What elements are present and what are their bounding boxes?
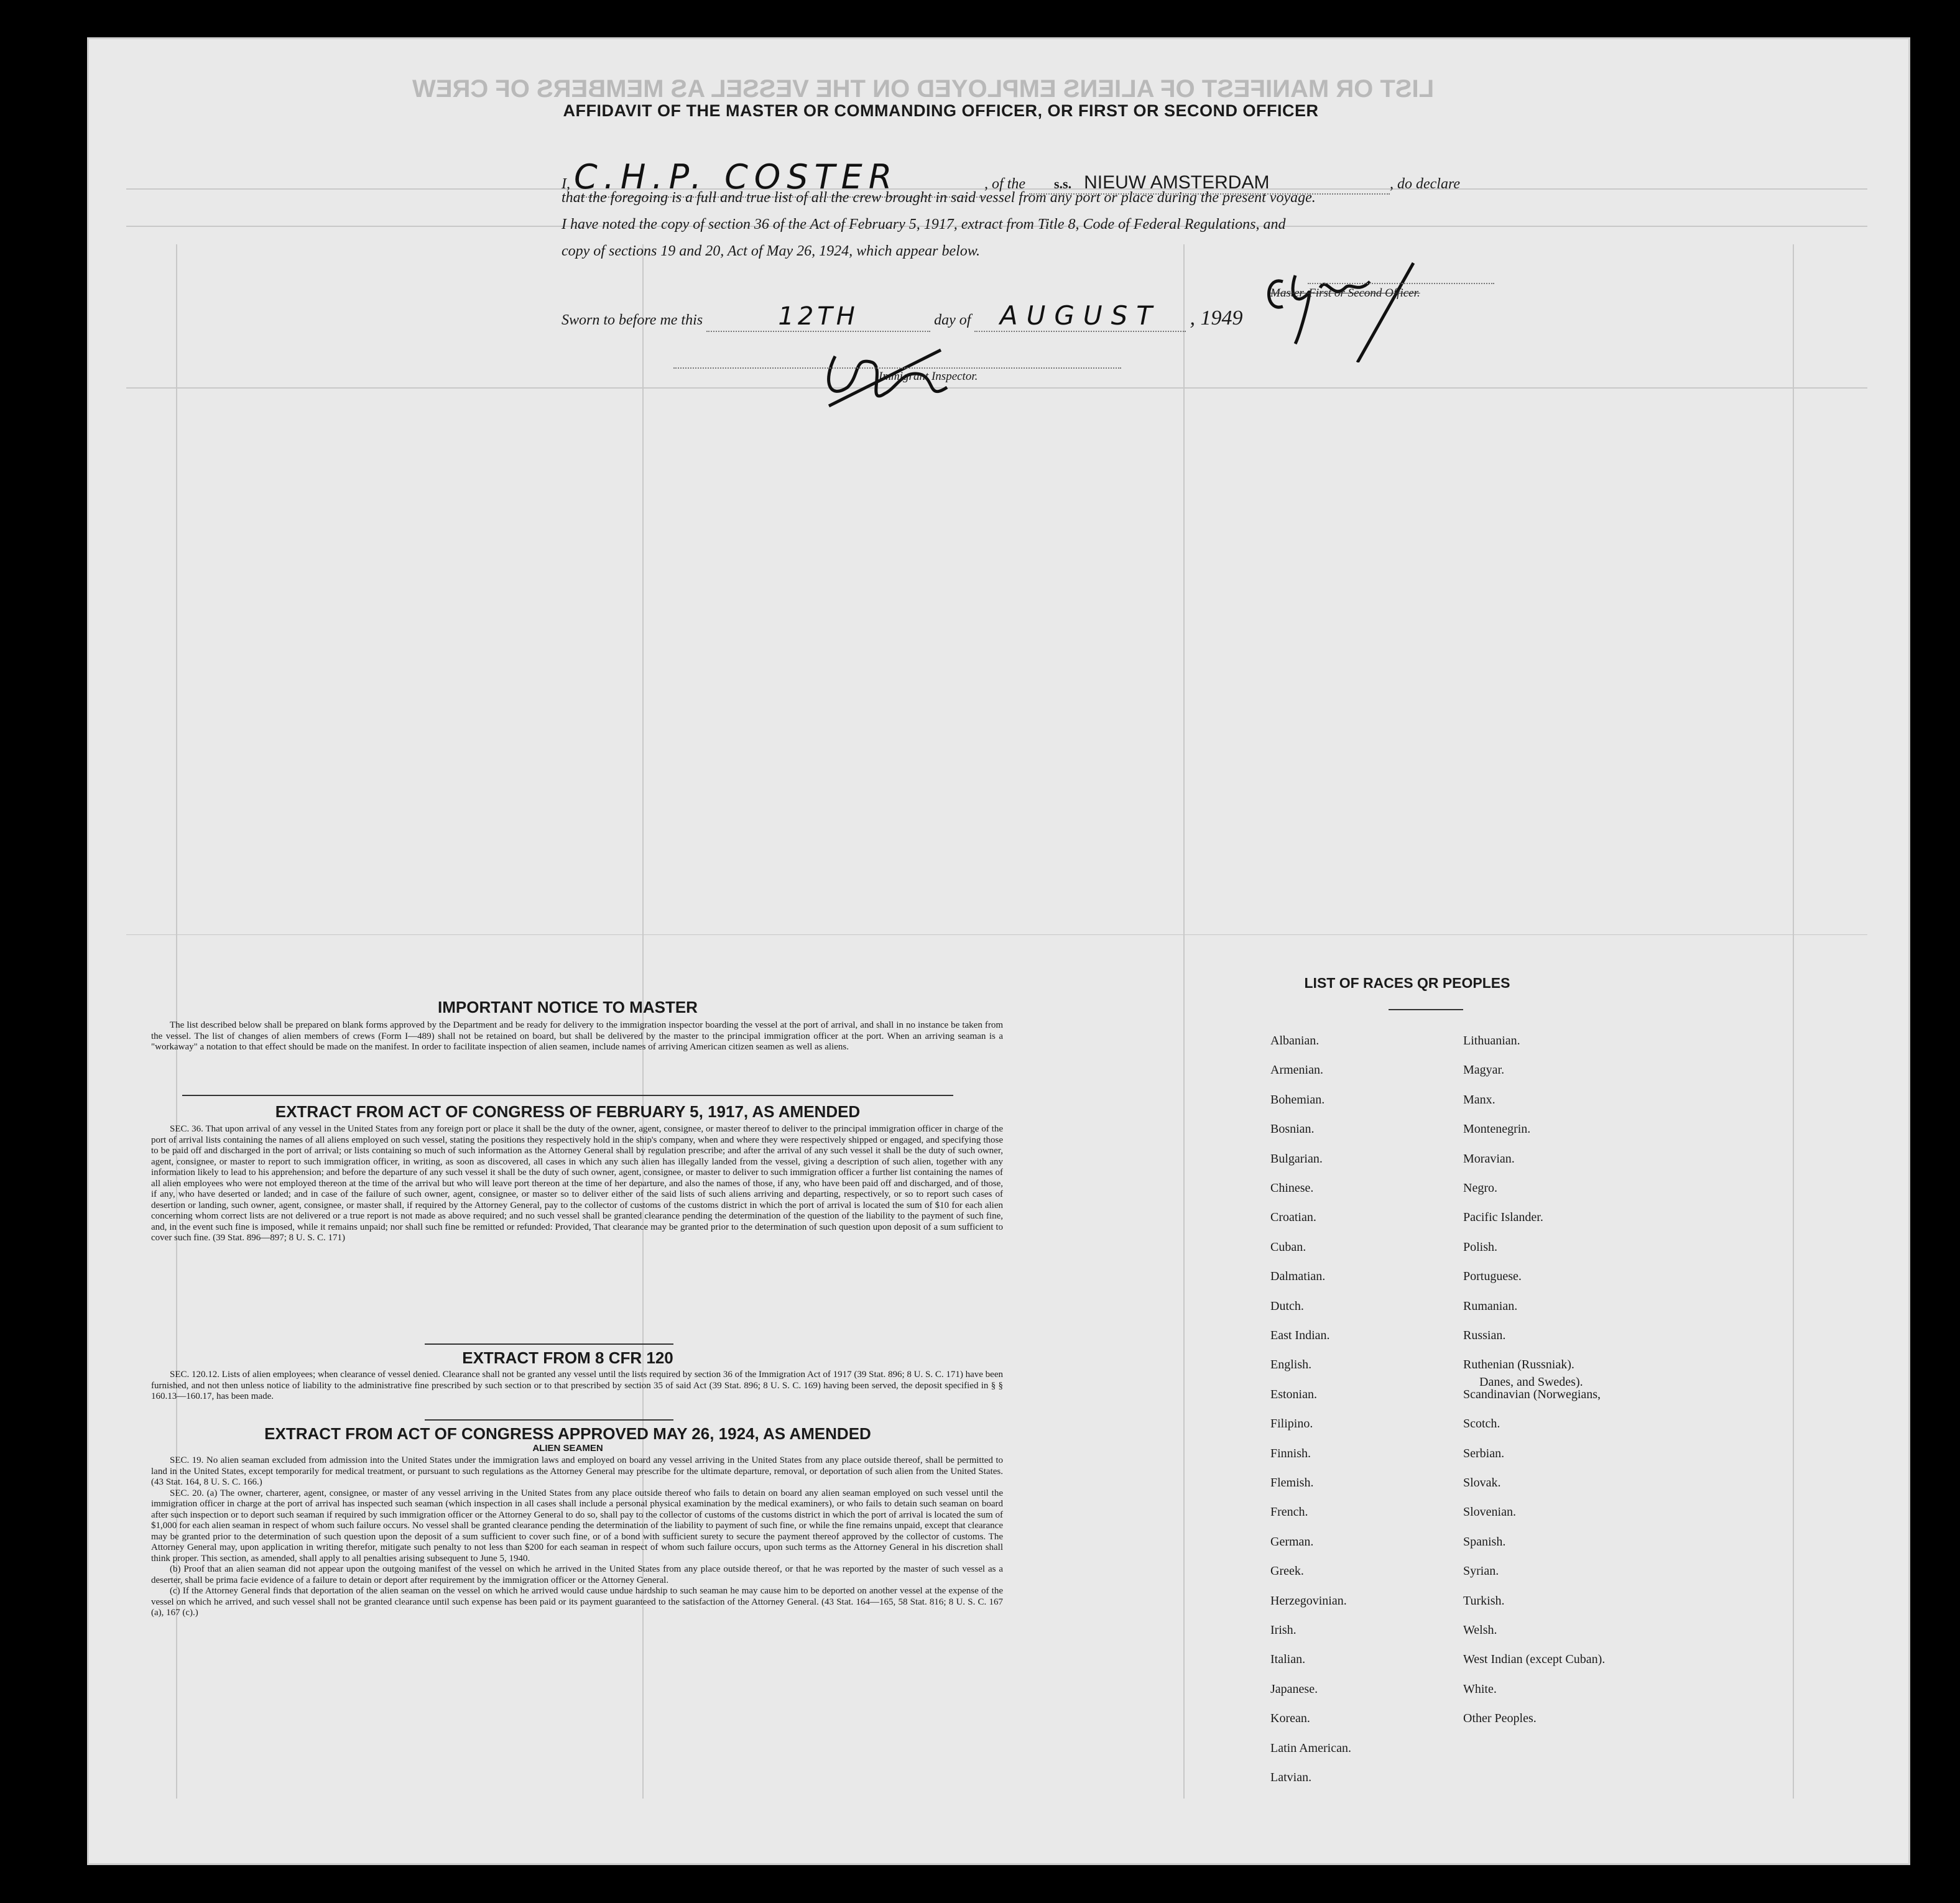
race-entry: Serbian.: [1463, 1446, 1505, 1460]
race-entry: Chinese.: [1270, 1181, 1314, 1195]
race-entry: Lithuanian.: [1463, 1034, 1520, 1048]
extract-1917-underline: [182, 1095, 953, 1096]
extract-1924-rule: [425, 1419, 673, 1421]
inspector-label: Immigrant Inspector.: [879, 370, 978, 383]
officer-title-label: Master, First or Second Officer.: [1270, 287, 1420, 300]
race-entry: Armenian.: [1270, 1063, 1323, 1077]
extract-1924-sec20b: (b) Proof that an alien seaman did not appear upon the outgoing manifest of the vessel on which he arrived in the United States from any place outside thereof, or that he was reported by the master of such vessel as a deserter, shall be prima facie evidence of a failure to detain or deport after requirement by the immigration officer or the Attorney General.: [151, 1564, 1003, 1585]
race-entry: Bohemian.: [1270, 1092, 1325, 1107]
race-entry: Estonian.: [1270, 1387, 1317, 1401]
race-entry: Greek.: [1270, 1564, 1304, 1578]
sworn-line: [562, 300, 1242, 332]
race-entry: Latin American.: [1270, 1741, 1351, 1755]
i-label: I,: [562, 176, 570, 192]
officer-name: C.H.P. COSTER: [574, 157, 899, 196]
race-entry: Croatian.: [1270, 1210, 1316, 1225]
affidavit-line-3: I have noted the copy of section 36 of the Act of February 5, 1917, extract from Title 8, Code of Federal Regulations, and: [562, 216, 1286, 233]
extract-1917-text: SEC. 36. That upon arrival of any vessel in the United States from any foreign port or place it shall be the duty of the owner, agent, consignee, or master thereof to deliver to the principal immigration officer in charge of the port of arrival lists containing the names of all aliens employed on such vessel, stating the positions they respectively hold in the ship's company, when and where they were respectively shipped or engaged, and specifying those to be paid off and discharged in the port of arrival; or lists containing so much of such information as the Attorney General shall by regulation prescribe; and after the arrival of any such vessel it shall be the duty of such owner, agent, consignee, or master to report to such immigration officer, in writing, as soon as discovered, all cases in which any such alien has illegally landed from the vessel, giving a description of such alien, together with any information likely to lead to his apprehension; and before the departure of any such vessel it shall be the duty of such owner, agent, consignee, or master to deliver to such immigration officer a further list containing the names of all alien employees who were not employed thereon at the time of the arrival but who will leave port thereon at the time of her departure, and also the names of those, if any, who have been paid off and discharged, and of those, if any, who have deserted or landed; and in case of the failure of such owner, agent, consignee, or master so to deliver either of the said lists of such aliens arriving and departing, respectively, or so to report such cases of desertion or landing, such owner, agent, consignee, or master shall, if required by the Attorney General, pay to the collector of customs of the customs district in which the port of arrival is located the sum of $10 for each alien concerning whom correct lists are not delivered or a true report is not made as above required; and no such vessel shall be granted clearance pending the determination of the question of the liability to the payment of such fine, and, in the event such fine is imposed, while it remains unpaid; nor shall such fine be remitted or refunded: Provided, That clearance may be granted prior to the determination of such question upon deposit of a sum sufficient to cover such fine. (39 Stat. 896—897; 8 U. S. C. 171): [151, 1124, 1003, 1243]
race-entry: West Indian (except Cuban).: [1463, 1652, 1606, 1667]
race-entry: Finnish.: [1270, 1446, 1311, 1460]
race-entry: Scandinavian (Norwegians,: [1463, 1387, 1601, 1401]
race-entry: Italian.: [1270, 1652, 1306, 1667]
race-entry: Slovenian.: [1463, 1505, 1516, 1519]
notice-text: The list described below shall be prepared on blank forms approved by the Department and be ready for delivery to the immigration inspector boarding the vessel at the port of arrival, and shall in no instance be taken from the vessel. The list of changes of alien members of crews (Form I—489) shall not be retained on board, but shall be delivered by the master to the principal immigration officer at the port. When an arriving seaman is a "workaway" a notation to that effect should be made on the manifest. In order to facilitate inspection of alien seamen, include names of arriving American citizen seamen as well as aliens.: [151, 1020, 1003, 1052]
race-entry: Japanese.: [1270, 1682, 1318, 1696]
extract-1917-heading: EXTRACT FROM ACT OF CONGRESS OF FEBRUARY 5, 1917, AS AMENDED: [275, 1102, 861, 1121]
ghost-column: [1183, 244, 1185, 1799]
race-entry: White.: [1463, 1682, 1497, 1696]
manifest-page: [87, 37, 1910, 1865]
extract-8cfr-rule: [425, 1343, 673, 1345]
extract-8cfr-text: SEC. 120.12. Lists of alien employees; when clearance of vessel denied. Clearance shall not be granted any vessel until the lists required by section 36 of the Immigration Act of 1917 (39 Stat. 896; 8 U. S. C. 171) have been furnished, and not then unless notice of liability to the administrative fine prescribed by such section or to that prescribed by section 35 of said Act (39 Stat. 896; 8 U. S. C. 169) having been served, the deposit specified in § § 160.13—160.17, has been made.: [151, 1370, 1003, 1401]
affidavit-line-4: copy of sections 19 and 20, Act of May 26, 1924, which appear below.: [562, 243, 981, 259]
race-entry: Danes, and Swedes).: [1479, 1375, 1583, 1389]
race-entry: Herzegovinian.: [1270, 1593, 1347, 1608]
notice-heading: IMPORTANT NOTICE TO MASTER: [438, 998, 698, 1016]
race-entry: Cuban.: [1270, 1240, 1306, 1254]
extract-1924-body: [151, 1455, 1003, 1619]
race-entry: Magyar.: [1463, 1063, 1505, 1077]
race-entry: Manx.: [1463, 1092, 1495, 1107]
affidavit-line-2: that the foregoing is a full and true list of all the crew brought in said vessel from any port or place during the present voyage.: [562, 190, 1316, 206]
race-entry: Flemish.: [1270, 1476, 1314, 1490]
race-entry: Filipino.: [1270, 1417, 1313, 1431]
race-entry: Russian.: [1463, 1329, 1506, 1342]
day-of-label: day of: [934, 312, 971, 328]
race-entry: Syrian.: [1463, 1564, 1499, 1578]
sworn-month: AUGUST: [999, 300, 1161, 331]
race-entry: Moravian.: [1463, 1151, 1515, 1166]
race-entry: Korean.: [1270, 1712, 1310, 1726]
race-entry: Other Peoples.: [1463, 1712, 1537, 1726]
ghost-rule: [126, 934, 1867, 935]
ghost-header-text: LIST OR MANIFEST OF ALIENS EMPLOYED ON THE VESSEL AS MEMBERS OF CREW: [412, 75, 1435, 103]
races-heading: LIST OF RACES QR PEOPLES: [1304, 975, 1510, 991]
race-entry: Irish.: [1270, 1623, 1297, 1637]
extract-1924-subheading: ALIEN SEAMEN: [532, 1443, 603, 1454]
race-entry: Turkish.: [1463, 1593, 1505, 1608]
sworn-day: 12TH: [778, 302, 859, 331]
master-signature: [1258, 238, 1469, 362]
race-entry: Rumanian.: [1463, 1299, 1518, 1313]
race-entry: East Indian.: [1270, 1329, 1330, 1342]
race-entry: Bulgarian.: [1270, 1151, 1323, 1166]
race-entry: Welsh.: [1463, 1623, 1497, 1637]
race-entry: German.: [1270, 1534, 1314, 1549]
race-entry: Albanian.: [1270, 1034, 1320, 1048]
race-entry: Latvian.: [1270, 1771, 1312, 1784]
officer-signature-line: [1308, 283, 1494, 284]
inspector-signature-line: [673, 367, 1121, 369]
race-entry: Negro.: [1463, 1181, 1497, 1195]
extract-1924-heading: EXTRACT FROM ACT OF CONGRESS APPROVED MAY 26, 1924, AS AMENDED: [264, 1424, 871, 1443]
extract-1924-sec20a: SEC. 20. (a) The owner, charterer, agent, consignee, or master of any vessel arriving in the United States from any place outside thereof who fails to detain on board any alien seaman employed on such vessel until the immigration officer in charge at the port of arrival has inspected such seaman (which inspection in all cases shall include a personal physical examination by the medical examiners), or who fails to detain such seaman on board after such inspection or to deport such seaman if required by such immigration officer or the Attorney General to do so, shall pay to the collector of customs of the customs district in which the port of arrival is located the sum of $1,000 for each alien seaman in respect of whom such failure occurs. No vessel shall be granted clearance pending the determination of the liability to payment of such fine, or while the fine remains unpaid, except that clearance may be granted prior to the determination of such question upon the deposit of a sum sufficient to cover such fine, or of a bond with sufficient surety to secure the payment thereof approved by the collector of customs. The Attorney General may, upon application in writing therefor, mitigate such penalty to not less than $200 for each seaman in respect of whom such failure occurs, upon such terms as the Attorney General in his discretion shall think proper. This section, as amended, shall apply to all penalties arising subsequent to June 5, 1940.: [151, 1488, 1003, 1564]
ss-label: s.s.: [1054, 176, 1072, 191]
vessel-name: NIEUW AMSTERDAM: [1084, 172, 1270, 193]
race-entry: French.: [1270, 1505, 1308, 1519]
ghost-column: [1793, 244, 1794, 1799]
ghost-rule: [126, 387, 1867, 389]
extract-1924-sec20c: (c) If the Attorney General finds that deportation of the alien seaman on the vessel on which he arrived would cause undue hardship to such seaman he may cause him to be deported on another vessel at the expense of the vessel on which he arrived, and such vessel shall not be granted clearance until such expense has been paid or its payment guaranteed to the satisfaction of the Attorney General. (43 Stat. 164—165, 58 Stat. 816; 8 U. S. C. 167 (a), 167 (c).): [151, 1586, 1003, 1618]
race-entry: English.: [1270, 1358, 1312, 1372]
affidavit-title: AFFIDAVIT OF THE MASTER OR COMMANDING OFFICER, OR FIRST OR SECOND OFFICER: [563, 101, 1319, 120]
of-the-label: , of the: [984, 176, 1025, 192]
race-entry: Montenegrin.: [1463, 1122, 1531, 1136]
races-heading-rule: [1389, 1009, 1463, 1010]
race-entry: Dutch.: [1270, 1299, 1304, 1313]
race-entry: Spanish.: [1463, 1534, 1506, 1549]
race-entry: Bosnian.: [1270, 1122, 1315, 1136]
race-entry: Scotch.: [1463, 1417, 1500, 1431]
race-entry: Polish.: [1463, 1240, 1498, 1254]
race-entry: Pacific Islander.: [1463, 1210, 1543, 1225]
extract-1924-sec19: SEC. 19. No alien seaman excluded from admission into the United States under the immigration laws and employed on board any vessel arriving in the United States from any place outside thereof, shall be permitted to land in the United States, except temporarily for medical treatment, or pursuant to such regulations as the Attorney General may prescribe for the ultimate departure, removal, or deportation of such alien from the United States. (43 Stat. 164, 8 U. S. C. 166.): [151, 1455, 1003, 1487]
race-entry: Portuguese.: [1463, 1269, 1522, 1284]
race-entry: Slovak.: [1463, 1476, 1501, 1490]
sworn-year: , 1949: [1190, 306, 1243, 329]
do-declare-label: , do declare: [1390, 176, 1461, 192]
race-entry: Dalmatian.: [1270, 1269, 1326, 1284]
sworn-label: Sworn to before me this: [562, 312, 703, 328]
extract-8cfr-heading: EXTRACT FROM 8 CFR 120: [462, 1348, 673, 1367]
race-entry: Ruthenian (Russniak).: [1463, 1358, 1574, 1372]
